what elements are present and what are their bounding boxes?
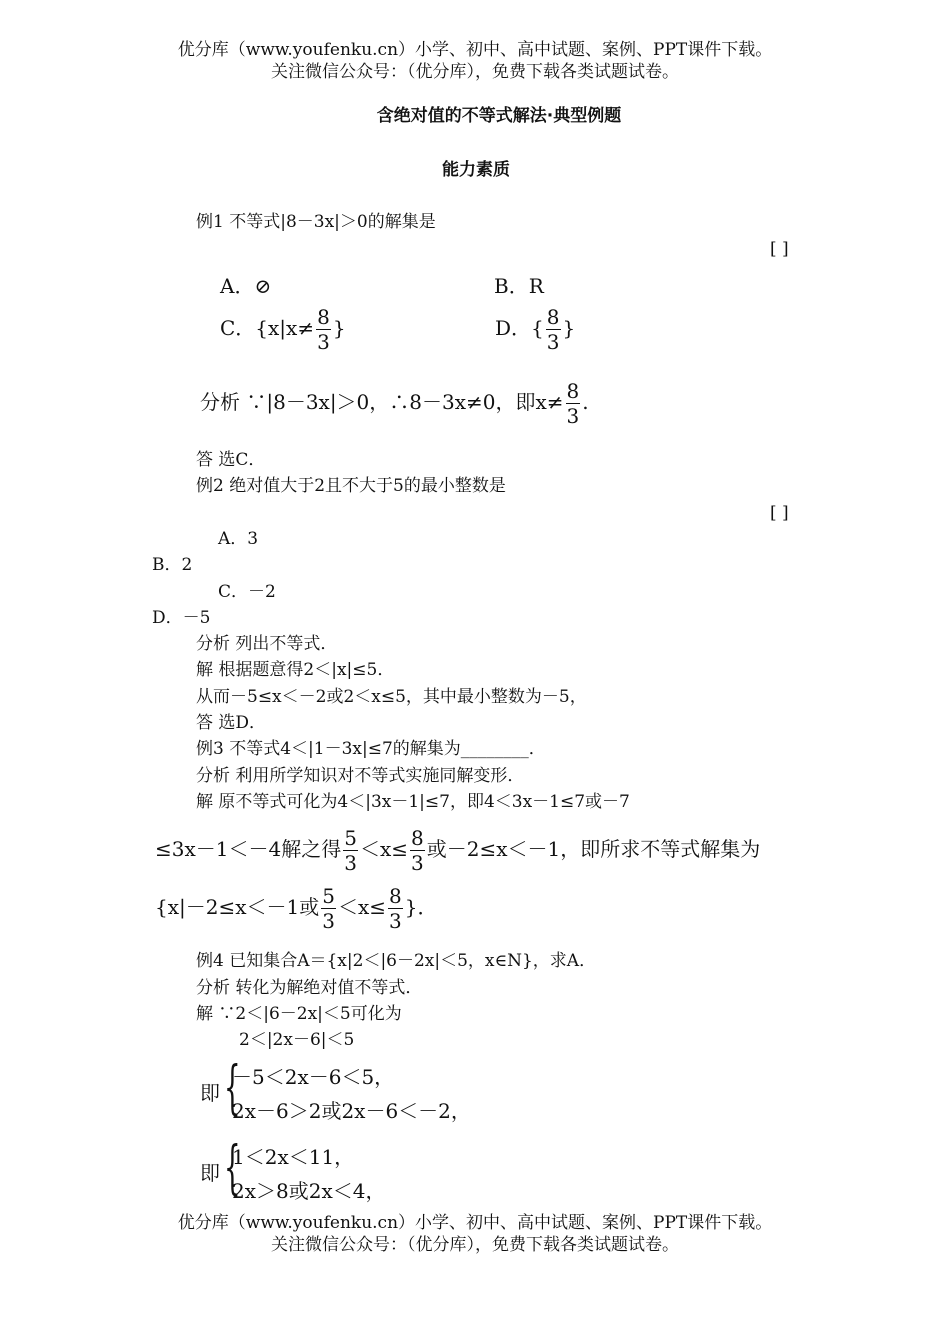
ex1-stem: 例1 不等式|8－3x|＞0的解集是 bbox=[196, 212, 436, 232]
ex3-analysis: 分析 利用所学知识对不等式实施同解变形． bbox=[196, 766, 525, 786]
ex1-analysis bbox=[200, 381, 589, 426]
ex4-system-1-line-1: －5＜2x－6＜5， bbox=[232, 1065, 395, 1089]
ex3-line-2 bbox=[155, 886, 437, 931]
ex1-option-d-post: } bbox=[562, 316, 576, 340]
ex2-analysis: 分析 列出不等式． bbox=[196, 634, 338, 654]
ex2-option-b: B．2 bbox=[152, 555, 193, 575]
ex1-option-b: B．R bbox=[494, 274, 544, 298]
ex1-option-d bbox=[495, 307, 575, 352]
fraction-numerator: 8 bbox=[317, 305, 330, 329]
ex2-answer-bracket: [ ] bbox=[770, 503, 789, 523]
ex2-step: 从而－5≤x＜－2或2＜x≤5，其中最小整数为－5， bbox=[196, 687, 587, 707]
ex3-solution: 解 原不等式可化为4＜|3x－1|≤7，即4＜3x－1≤7或－7 bbox=[196, 792, 630, 812]
ex4-stem: 例4 已知集合A＝{x|2＜|6－2x|＜5，x∈N}，求A． bbox=[196, 951, 597, 971]
ex3-line-2-fraction-1 bbox=[321, 886, 336, 931]
left-brace-icon: { bbox=[224, 1053, 241, 1121]
footer-line-1: 优分库（www.youfenku.cn）小学、初中、高中试题、案例、PPT课件下载。 bbox=[177, 1213, 773, 1233]
fraction-numerator: 8 bbox=[411, 826, 424, 850]
ex4-system-2-line-1: 1＜2x＜11， bbox=[232, 1145, 355, 1169]
ex1-option-d-fraction bbox=[546, 307, 561, 352]
ex3-line-1-c: 或－2≤x＜－1，即所求不等式解集为 bbox=[426, 837, 761, 861]
fraction-denominator: 3 bbox=[566, 404, 580, 428]
fraction-numerator: 8 bbox=[566, 379, 580, 403]
ex3-line-2-fraction-2 bbox=[388, 886, 403, 931]
ex1-option-c bbox=[220, 307, 346, 352]
ex4-system-1-ji: 即 bbox=[200, 1081, 220, 1105]
fraction-denominator: 3 bbox=[322, 909, 335, 933]
ex2-answer: 答 选D． bbox=[196, 713, 267, 733]
ex1-answer-bracket: [ ] bbox=[770, 239, 789, 259]
fraction-denominator: 3 bbox=[389, 909, 402, 933]
header-line-1: 优分库（www.youfenku.cn）小学、初中、高中试题、案例、PPT课件下载。 bbox=[177, 40, 773, 60]
ex4-step-1: 2＜|2x－6|＜5 bbox=[239, 1030, 355, 1050]
ex3-line-1-b: ＜x≤ bbox=[359, 837, 408, 861]
ex3-line-1-a: ≤3x－1＜－4解之得 bbox=[155, 837, 342, 861]
ex3-line-2-b: ＜x≤ bbox=[337, 895, 387, 919]
ex3-line-2-a: {x|－2≤x＜－1或 bbox=[155, 895, 320, 919]
ex1-option-c-pre: C．{x|x≠ bbox=[220, 316, 315, 340]
header-line-2: 关注微信公众号：（优分库），免费下载各类试题试卷。 bbox=[271, 62, 679, 82]
ex2-option-a: A．3 bbox=[218, 529, 259, 549]
fraction-numerator: 5 bbox=[322, 884, 335, 908]
fraction-denominator: 3 bbox=[546, 330, 560, 354]
ex3-stem: 例3 不等式4＜|1－3x|≤7的解集为________． bbox=[196, 739, 546, 759]
fraction-numerator: 8 bbox=[389, 884, 402, 908]
footer-line-2: 关注微信公众号：（优分库），免费下载各类试题试卷。 bbox=[271, 1235, 679, 1255]
fraction-denominator: 3 bbox=[344, 851, 357, 875]
ex1-option-d-pre: D．{ bbox=[495, 316, 544, 340]
fraction-denominator: 3 bbox=[411, 851, 424, 875]
ex2-option-d: D．－5 bbox=[152, 608, 211, 628]
ex1-analysis-post: . bbox=[582, 390, 589, 414]
left-brace-icon: { bbox=[224, 1133, 241, 1201]
ex2-option-c: C．－2 bbox=[218, 582, 276, 602]
ex1-answer: 答 选C． bbox=[196, 450, 266, 470]
ex1-analysis-pre: 分析 ∵|8－3x|＞0，∴8－3x≠0，即x≠ bbox=[200, 390, 564, 414]
ex3-line-1-fraction-1 bbox=[343, 828, 358, 873]
ex3-line-1-fraction-2 bbox=[410, 828, 425, 873]
section-subtitle: 能力素质 bbox=[442, 160, 510, 180]
ex2-stem: 例2 绝对值大于2且不大于5的最小整数是 bbox=[196, 476, 506, 496]
fraction-numerator: 8 bbox=[546, 305, 560, 329]
ex1-option-c-post: } bbox=[332, 316, 346, 340]
ex4-solution: 解 ∵2＜|6－2x|＜5可化为 bbox=[196, 1004, 402, 1024]
ex4-system-2-line-2: 2x＞8或2x＜4， bbox=[232, 1179, 386, 1203]
ex1-option-c-fraction bbox=[316, 307, 331, 352]
ex4-system-1-line-2: 2x－6＞2或2x－6＜－2， bbox=[232, 1099, 471, 1123]
ex1-analysis-fraction bbox=[566, 381, 581, 426]
ex3-line-2-c: }． bbox=[404, 895, 438, 919]
fraction-denominator: 3 bbox=[317, 330, 330, 354]
fraction-numerator: 5 bbox=[344, 826, 357, 850]
page-title: 含绝对值的不等式解法·典型例题 bbox=[376, 106, 622, 126]
ex1-option-a: A．⊘ bbox=[220, 274, 272, 298]
ex3-line-1 bbox=[155, 828, 760, 873]
ex2-solution: 解 根据题意得2＜|x|≤5． bbox=[196, 660, 395, 680]
ex4-system-2-ji: 即 bbox=[200, 1161, 220, 1185]
ex4-analysis: 分析 转化为解绝对值不等式． bbox=[196, 978, 423, 998]
